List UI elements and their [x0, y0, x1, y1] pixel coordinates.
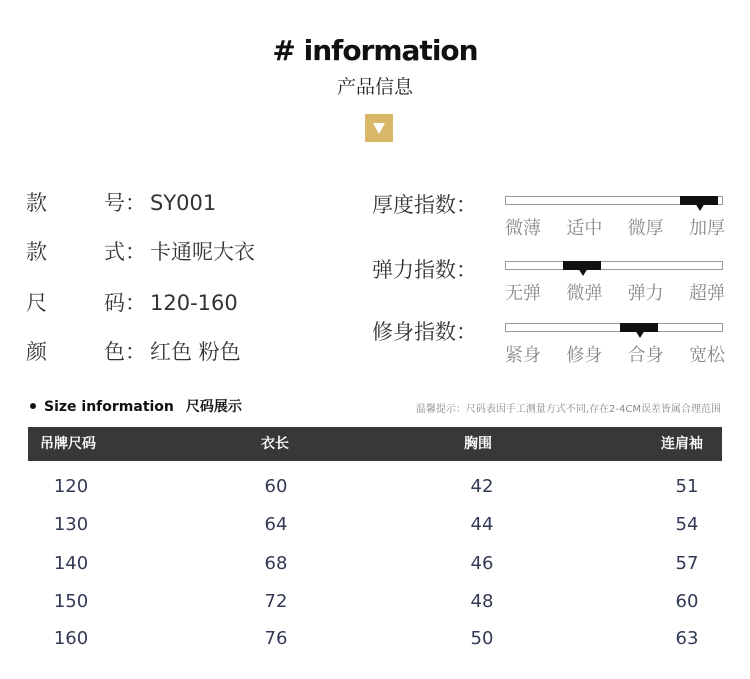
- size-info-title-cn: 尺码展示: [185, 399, 242, 415]
- prop-key-1: 款: [26, 240, 47, 264]
- elasticity-index-bar: [505, 261, 723, 270]
- level-label: 修身: [566, 345, 603, 366]
- fit-index-bar: [505, 323, 723, 332]
- triangle-down-icon: [365, 114, 393, 142]
- table-cell: 42: [470, 476, 494, 497]
- table-row: [28, 469, 722, 505]
- prop-value: 红色 粉色: [150, 340, 241, 364]
- index-marker-icon: [578, 268, 588, 276]
- prop-key-2: 色：: [104, 340, 146, 364]
- fit-levels: [505, 341, 725, 367]
- index-marker-icon: [635, 330, 645, 338]
- column-header: 胸围: [464, 436, 492, 452]
- prop-value: SY001: [150, 191, 217, 215]
- table-row: [28, 546, 722, 582]
- table-cell: 44: [470, 514, 494, 535]
- prop-key-1: 颜: [26, 340, 47, 364]
- level-label: 适中: [566, 218, 603, 239]
- level-label: 微弹: [566, 283, 603, 304]
- table-row: [28, 621, 722, 657]
- level-label: 合身: [627, 345, 664, 366]
- table-cell: 64: [264, 514, 288, 535]
- level-label: 微厚: [627, 218, 664, 239]
- size-table-header: [28, 427, 722, 461]
- prop-value: 120-160: [150, 291, 238, 315]
- size-info-title-en: Size information: [44, 399, 174, 415]
- table-cell: 60: [675, 591, 699, 612]
- bullet-icon: [30, 403, 36, 409]
- index-marker-icon: [695, 203, 705, 211]
- table-cell: 48: [470, 591, 494, 612]
- level-label: 紧身: [505, 345, 541, 366]
- elasticity-index-label: 弹力指数：: [372, 258, 477, 282]
- table-cell: 57: [675, 553, 699, 574]
- prop-key-2: 式：: [104, 240, 146, 264]
- table-row: [28, 507, 722, 543]
- table-cell: 54: [675, 514, 699, 535]
- table-cell: 150: [53, 591, 89, 612]
- table-cell: 51: [675, 476, 699, 497]
- fit-index-label: 修身指数：: [372, 320, 477, 344]
- page-subtitle: 产品信息: [336, 76, 413, 98]
- column-header: 连肩袖: [661, 436, 703, 452]
- table-row: [28, 584, 722, 620]
- table-cell: 120: [53, 476, 89, 497]
- column-header: 吊牌尺码: [40, 436, 96, 452]
- level-label: 超弹: [688, 283, 725, 304]
- table-cell: 140: [53, 553, 89, 574]
- table-cell: 72: [264, 591, 288, 612]
- level-label: 宽松: [688, 345, 725, 366]
- table-cell: 76: [264, 628, 288, 649]
- elasticity-levels: [505, 279, 725, 305]
- prop-key-1: 尺: [26, 291, 47, 315]
- prop-key-1: 款: [26, 191, 47, 215]
- table-cell: 50: [470, 628, 494, 649]
- table-cell: 63: [675, 628, 699, 649]
- page-title: # information: [272, 34, 478, 67]
- table-cell: 68: [264, 553, 288, 574]
- size-note: 温馨提示：尺码表因手工测量方式不同,存在2-4CM误差皆属合理范围: [415, 404, 721, 415]
- table-cell: 130: [53, 514, 89, 535]
- prop-value: 卡通呢大衣: [150, 240, 255, 264]
- prop-key-2: 号：: [104, 191, 146, 215]
- level-label: 无弹: [505, 283, 541, 304]
- level-label: 加厚: [688, 218, 725, 239]
- level-label: 弹力: [627, 283, 664, 304]
- level-label: 微薄: [505, 218, 541, 239]
- thickness-index-bar: [505, 196, 723, 205]
- thickness-index-label: 厚度指数：: [372, 193, 477, 217]
- prop-key-2: 码：: [104, 291, 146, 315]
- size-info-heading: [30, 396, 242, 416]
- column-header: 衣长: [261, 436, 289, 452]
- table-cell: 46: [470, 553, 494, 574]
- thickness-levels: [505, 214, 725, 240]
- table-cell: 160: [53, 628, 89, 649]
- table-cell: 60: [264, 476, 288, 497]
